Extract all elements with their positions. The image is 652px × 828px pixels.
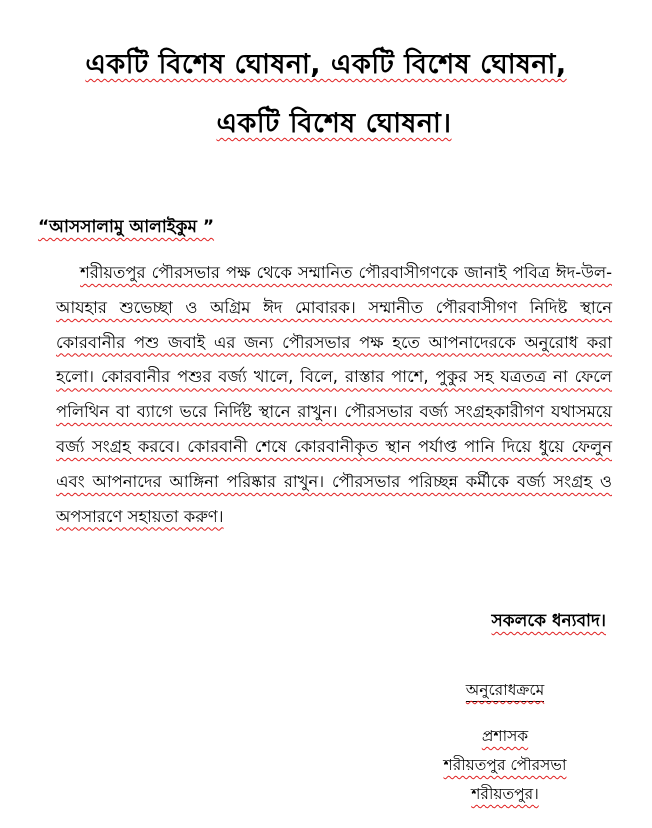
- thanks-text: সকলকে ধন্যবাদ।: [491, 611, 606, 631]
- signature-organization: শরীয়তপুর পৌরসভা: [443, 756, 567, 774]
- signature-line-2: [400, 751, 610, 780]
- title-text-1: একটি বিশেষ ঘোষনা, একটি বিশেষ ঘোষনা,: [85, 49, 567, 80]
- announcement-title-line-1: [0, 44, 652, 89]
- announcement-body: [56, 256, 612, 534]
- signature-heading: অনুরোধক্রমে: [466, 680, 544, 702]
- thanks-line: [492, 608, 606, 636]
- title-text-2: একটি বিশেষ ঘোষনা।: [216, 108, 452, 139]
- greeting-text: “আসসালামু আলাইকুম ”: [38, 217, 215, 237]
- signature-line-1: [400, 722, 610, 751]
- announcement-title-line-2: [8, 103, 652, 148]
- signature-location: শরীয়তপুর।: [471, 785, 539, 803]
- signature-line-3: [400, 780, 610, 809]
- signature-title: প্রশাসক: [481, 727, 529, 745]
- signature-block: [400, 676, 610, 809]
- greeting: [38, 214, 214, 242]
- body-text: শরীয়তপুর পৌরসভার পক্ষ থেকে সম্মানিত পৌরবাসীগণকে জানাই পবিত্র ঈদ-উল-আযহার শুভেচ্ছা ও অগ্রিম ঈদ মোবারক। সম্মানীত পৌরবাসীগণ নিদিষ্ট স্থানে কোরবানীর পশু জবাই এর জন্য পৌরসভার পক্ষ হতে আপনাদেরকে অনুরোধ করা হলো। কোরবানীর পশুর বর্জ্য খালে, বিলে, রাস্তার পাশে, পুকুর সহ যত্রতত্র না ফেলে পলিথিন বা ব্যাগে ভরে নির্দিষ্ট স্থানে রাখুন। পৌরসভার বর্জ্য সংগ্রহকারীগণ যথাসময়ে বর্জ্য সংগ্রহ করবে। কোরবানী শেষে কোরবানীকৃত স্থান পর্যাপ্ত পানি দিয়ে ধুয়ে ফেলুন এবং আপনাদের আঙ্গিনা পরিষ্কার রাখুন। পৌরসভার পরিচ্ছন্ন কর্মীকে বর্জ্য সংগ্রহ ও অপসারণে সহায়তা করুণ।: [56, 263, 612, 526]
